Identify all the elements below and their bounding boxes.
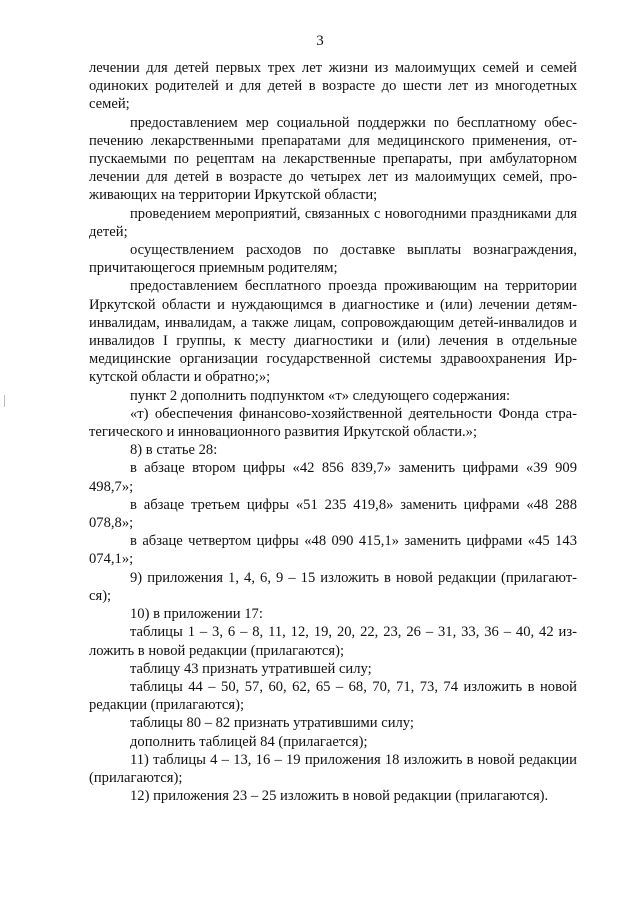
paragraph-item-11: 11) таблицы 4 – 13, 16 – 19 приложения 18 изложить в новой редакции (прилагаются);	[89, 751, 577, 786]
paragraph-item-10-tables-44-74: таблицы 44 – 50, 57, 60, 62, 65 – 68, 70, 71, 73, 74 изложить в новой редакции (прилагаются);	[89, 678, 577, 714]
paragraph-item-8-third: в абзаце третьем цифры «51 235 419,8» заменить цифрами «48 288 078,8»;	[89, 496, 577, 532]
paragraph-item-8: 8) в статье 28:	[130, 442, 218, 459]
paragraph-item-8-second: в абзаце втором цифры «42 856 839,7» заменить цифрами «39 909 498,7»;	[89, 460, 577, 495]
page-number: 3	[316, 33, 324, 49]
paragraph-item-12: 12) приложения 23 – 25 изложить в новой редакции (прилагаются).	[130, 788, 549, 805]
paragraph-item-10-table-43: таблицу 43 признать утратившей силу;	[130, 660, 372, 677]
paragraph-item-10-table-84: дополнить таблицей 84 (прилагается);	[130, 733, 368, 750]
paragraph-foster-parents-payment: осуществлением расходов по доставке выплаты вознаграждения, причитающегося приемным родителям;	[89, 242, 577, 277]
document-body	[89, 59, 577, 805]
paragraph-item-10-tables-80-82: таблицы 80 – 82 признать утратившими силу;	[130, 715, 414, 732]
paragraph-item-9: 9) приложения 1, 4, 6, 9 – 15 изложить в новой редакции (прилагаются);	[89, 569, 577, 604]
paragraph-item-8-fourth: в абзаце четвертом цифры «48 090 415,1» заменить цифрами «45 143 074,1»;	[89, 533, 577, 568]
margin-mark	[4, 395, 5, 407]
paragraph-free-travel: предоставлением бесплатного проезда проживающим на территории Иркутской области и нуждающимся в диагностике и (или) лечении детям-инвалидам, инвалидам, а также лицам, сопровождающим детей-инвалидов и инвалидов I группы, к месту диагностики и (или) лечения в отдельные медицинские организации государственной системы здравоохранения Иркутской области и обратно;»;	[89, 278, 577, 386]
paragraph-item-10: 10) в приложении 17:	[130, 606, 263, 623]
paragraph-continuation: лечении для детей первых трех лет жизни из малоимущих семей и семей одиноких родителей и для детей в возрасте до шести лет из многодетных семей;	[89, 60, 577, 113]
paragraph-point-2-amendment: пункт 2 дополнить подпунктом «т» следующего содержания:	[130, 387, 511, 404]
paragraph-medicines-support: предоставлением мер социальной поддержки по бесплатному обеспечению лекарственными препаратами для медицинского применения, отпускаемыми по рецептам на лекарственные препараты, при амбулаторном лечении для детей в возрасте до четырех лет из малоимущих семей, проживающих на территории Иркутской области;	[89, 114, 577, 204]
paragraph-new-year-events: проведением мероприятий, связанных с новогодними праздниками для детей;	[89, 205, 577, 240]
paragraph-item-10-tables-new: таблицы 1 – 3, 6 – 8, 11, 12, 19, 20, 22, 23, 26 – 31, 33, 36 – 40, 42 изложить в новой редакции (прилагаются);	[89, 624, 577, 659]
paragraph-subpoint-t: «т) обеспечения финансово-хозяйственной деятельности Фонда стратегического и инновационного развития Иркутской области.»;	[89, 405, 577, 441]
